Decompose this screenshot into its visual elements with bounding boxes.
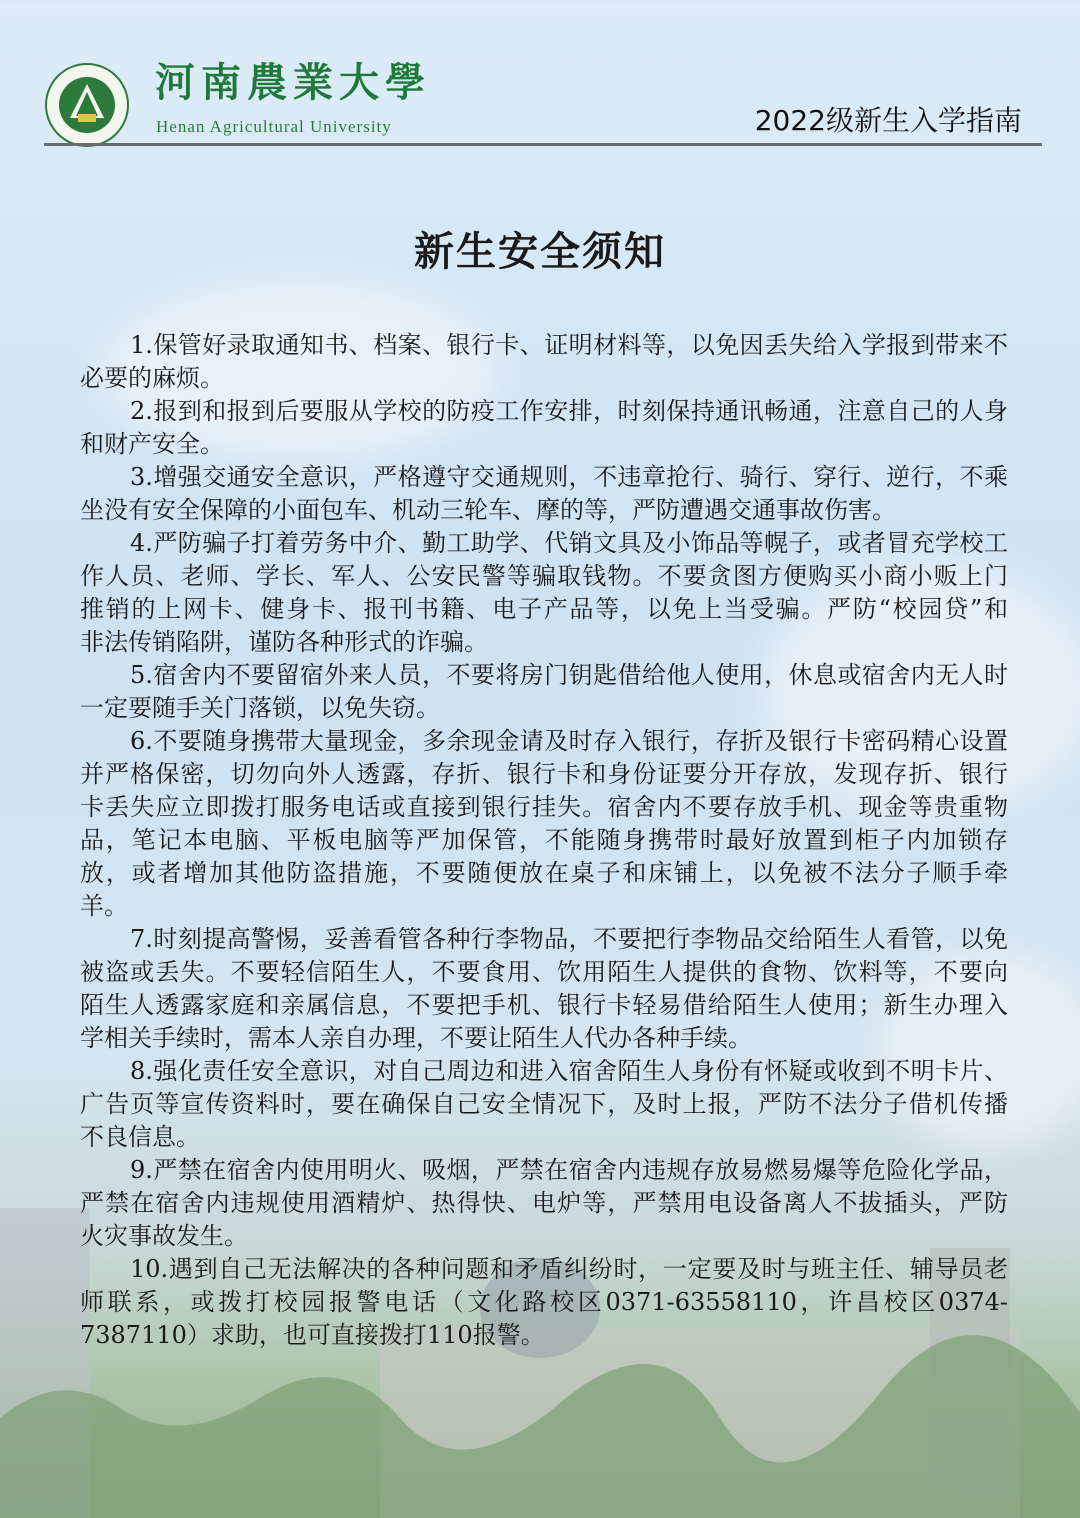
notice-line: 陌生人透露家庭和亲属信息，不要把手机、银行卡轻易借给陌生人使用；新生办理入 (80, 991, 1008, 1019)
notice-item-8 (80, 1055, 1008, 1154)
notice-line: 放，或者增加其他防盗措施，不要随便放在桌子和床铺上，以免被不法分子顺手牵 (80, 859, 1008, 887)
notice-line: 非法传销陷阱，谨防各种形式的诈骗。 (80, 628, 488, 656)
notice-line: 8.强化责任安全意识，对自己周边和进入宿舍陌生人身份有怀疑或收到不明卡片、 (130, 1057, 1008, 1085)
notice-line: 一定要随手关门落锁，以免失窃。 (80, 694, 440, 722)
notice-item-3 (80, 461, 1008, 527)
notice-line: 被盗或丢失。不要轻信陌生人，不要食用、饮用陌生人提供的食物、饮料等，不要向 (80, 958, 1008, 986)
notice-line: 6.不要随身携带大量现金，多余现金请及时存入银行，存折及银行卡密码精心设置 (130, 727, 1008, 755)
notice-item-2 (80, 395, 1008, 461)
notice-line: 7387110）求助，也可直接拨打110报警。 (80, 1321, 545, 1349)
notice-line: 坐没有安全保障的小面包车、机动三轮车、摩的等，严防遭遇交通事故伤害。 (80, 496, 896, 524)
notice-body (80, 329, 1008, 1352)
notice-line: 不良信息。 (80, 1123, 200, 1151)
notice-line: 5.宿舍内不要留宿外来人员，不要将房门钥匙借给他人使用，休息或宿舍内无人时 (130, 661, 1008, 689)
notice-item-1 (80, 329, 1008, 395)
notice-line: 火灾事故发生。 (80, 1222, 248, 1250)
university-name-cn: 河南農業大學 (155, 60, 431, 106)
notice-line: 4.严防骗子打着劳务中介、勤工助学、代销文具及小饰品等幌子，或者冒充学校工 (130, 529, 1008, 557)
notice-line: 羊。 (80, 892, 128, 920)
notice-line: 学相关手续时，需本人亲自办理，不要让陌生人代办各种手续。 (80, 1024, 752, 1052)
notice-line: 广告页等宣传资料时，要在确保自己安全情况下，及时上报，严防不法分子借机传播 (80, 1090, 1008, 1118)
page-title: 新生安全须知 (414, 228, 666, 275)
notice-item-4 (80, 527, 1008, 659)
notice-line: 作人员、老师、学长、军人、公安民警等骗取钱物。不要贪图方便购买小商小贩上门 (80, 562, 1008, 590)
university-logo (44, 62, 130, 148)
notice-line: 推销的上网卡、健身卡、报刊书籍、电子产品等，以免上当受骗。严防“校园贷”和 (80, 595, 1008, 623)
notice-line: 和财产安全。 (80, 430, 224, 458)
notice-item-10 (80, 1253, 1008, 1352)
header-divider (44, 143, 1042, 146)
notice-item-7 (80, 923, 1008, 1055)
notice-line: 师联系，或拨打校园报警电话（文化路校区0371-63558110，许昌校区0374- (80, 1288, 1008, 1316)
notice-line: 品，笔记本电脑、平板电脑等严加保管，不能随身携带时最好放置到柜子内加锁存 (80, 826, 1008, 854)
notice-line: 1.保管好录取通知书、档案、银行卡、证明材料等，以免因丢失给入学报到带来不 (130, 331, 1008, 359)
notice-line: 7.时刻提高警惕，妥善看管各种行李物品，不要把行李物品交给陌生人看管，以免 (130, 925, 1008, 953)
university-name-en: Henan Agricultural University (156, 117, 392, 136)
notice-line: 2.报到和报到后要服从学校的防疫工作安排，时刻保持通讯畅通，注意自己的人身 (130, 397, 1008, 425)
notice-line: 10.遇到自己无法解决的各种问题和矛盾纠纷时，一定要及时与班主任、辅导员老 (130, 1255, 1008, 1283)
notice-line: 卡丢失应立即拨打服务电话或直接到银行挂失。宿舍内不要存放手机、现金等贵重物 (80, 793, 1008, 821)
notice-item-5 (80, 659, 1008, 725)
notice-line: 严禁在宿舍内违规使用酒精炉、热得快、电炉等，严禁用电设备离人不拔插头，严防 (80, 1189, 1008, 1217)
notice-line: 并严格保密，切勿向外人透露，存折、银行卡和身份证要分开存放，发现存折、银行 (80, 760, 1008, 788)
notice-item-9 (80, 1154, 1008, 1253)
notice-line: 必要的麻烦。 (80, 364, 224, 392)
notice-line: 9.严禁在宿舍内使用明火、吸烟，严禁在宿舍内违规存放易燃易爆等危险化学品， (130, 1156, 1008, 1184)
guide-title: 2022级新生入学指南 (754, 104, 1022, 137)
notice-line: 3.增强交通安全意识，严格遵守交通规则，不违章抢行、骑行、穿行、逆行，不乘 (130, 463, 1008, 491)
notice-item-6 (80, 725, 1008, 923)
